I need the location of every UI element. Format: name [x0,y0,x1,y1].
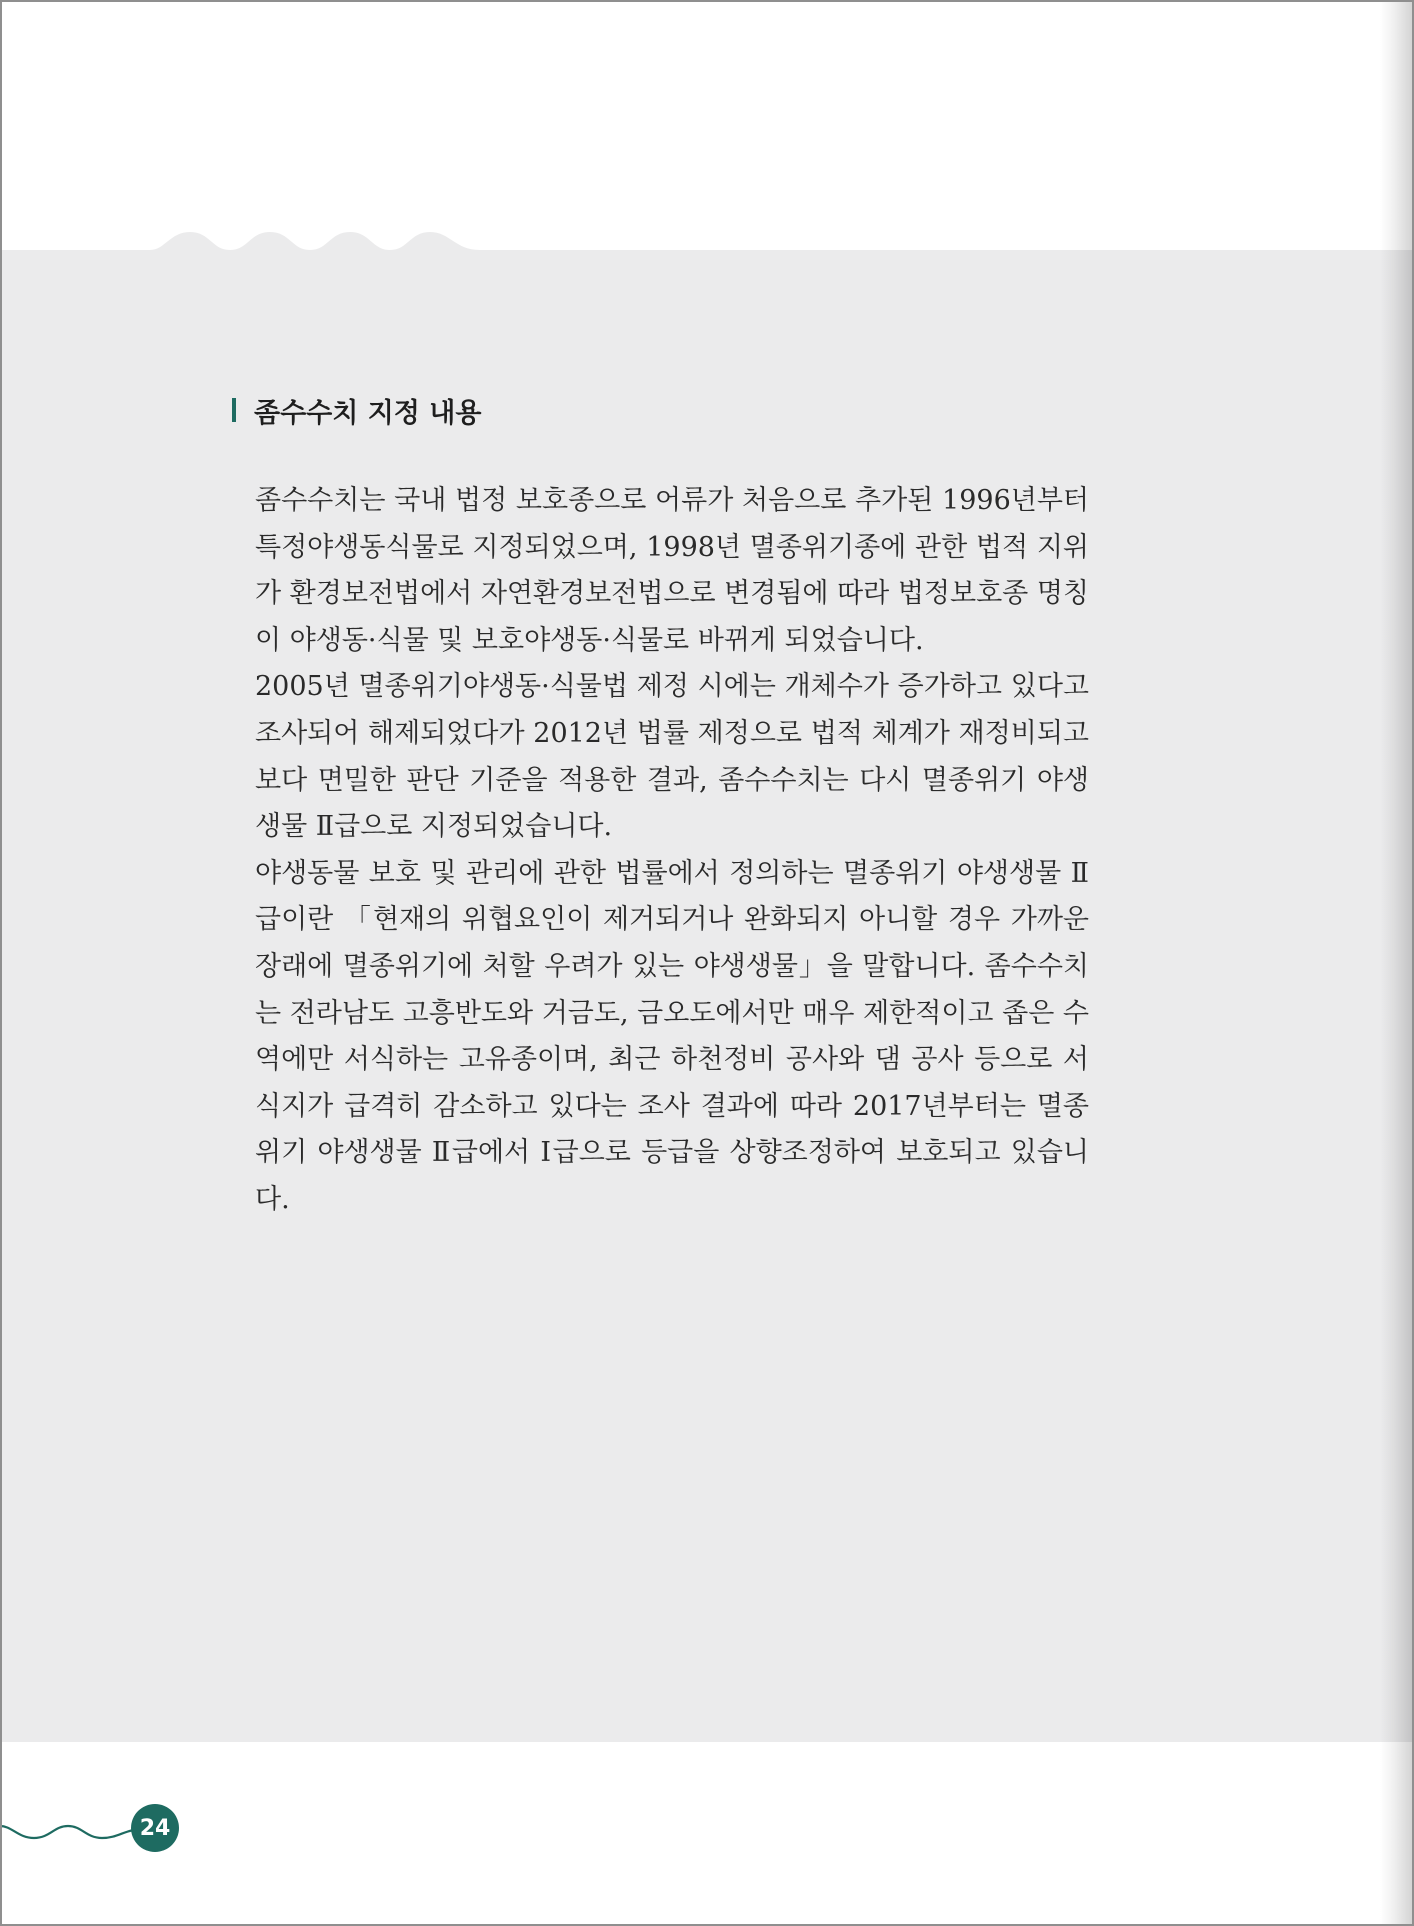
heading-accent-bar [232,398,236,422]
page-number-badge: 24 [131,1804,179,1852]
section-heading-text: 좀수수치 지정 내용 [254,397,482,429]
paragraph-3: 야생동물 보호 및 관리에 관한 법률에서 정의하는 멸종위기 야생생물 Ⅱ급이란 「현재의 위협요인이 제거되거나 완화되지 아니할 경우 가까운 장래에 멸종위기에 처할 우려가 있는 야생생물」을 말합니다. 좀수수치는 전라남도 고흥반도와 거금도, 금오도에서만 매우 제한적이고 좁은 수역에만 서식하는 고유종이며, 최근 하천정비 공사와 댐 공사 등으로 서식지가 급격히 감소하고 있다는 조사 결과에 따라 2017년부터는 멸종위기 야생생물 Ⅱ급에서 Ⅰ급으로 등급을 상향조정하여 보호되고 있습니다. [255,857,1089,1215]
paragraph-1: 좀수수치는 국내 법정 보호종으로 어류가 처음으로 추가된 1996년부터 특정야생동식물로 지정되었으며, 1998년 멸종위기종에 관한 법적 지위가 환경보전법에서 자연환경보전법으로 변경됨에 따라 법정보호종 명칭이 야생동·식물 및 보호야생동·식물로 바뀌게 되었습니다. [255,485,1089,656]
paragraph-2: 2005년 멸종위기야생동·식물법 제정 시에는 개체수가 증가하고 있다고 조사되어 해제되었다가 2012년 법률 제정으로 법적 체계가 재정비되고 보다 면밀한 판단 기준을 적용한 결과, 좀수수치는 다시 멸종위기 야생생물 Ⅱ급으로 지정되었습니다. [255,671,1089,843]
body-text [255,478,1089,1224]
wave-decoration-bottom [0,1808,140,1848]
section-heading [232,390,1132,430]
page-spine-shadow [1380,0,1414,1926]
wave-decoration-top [150,226,510,256]
